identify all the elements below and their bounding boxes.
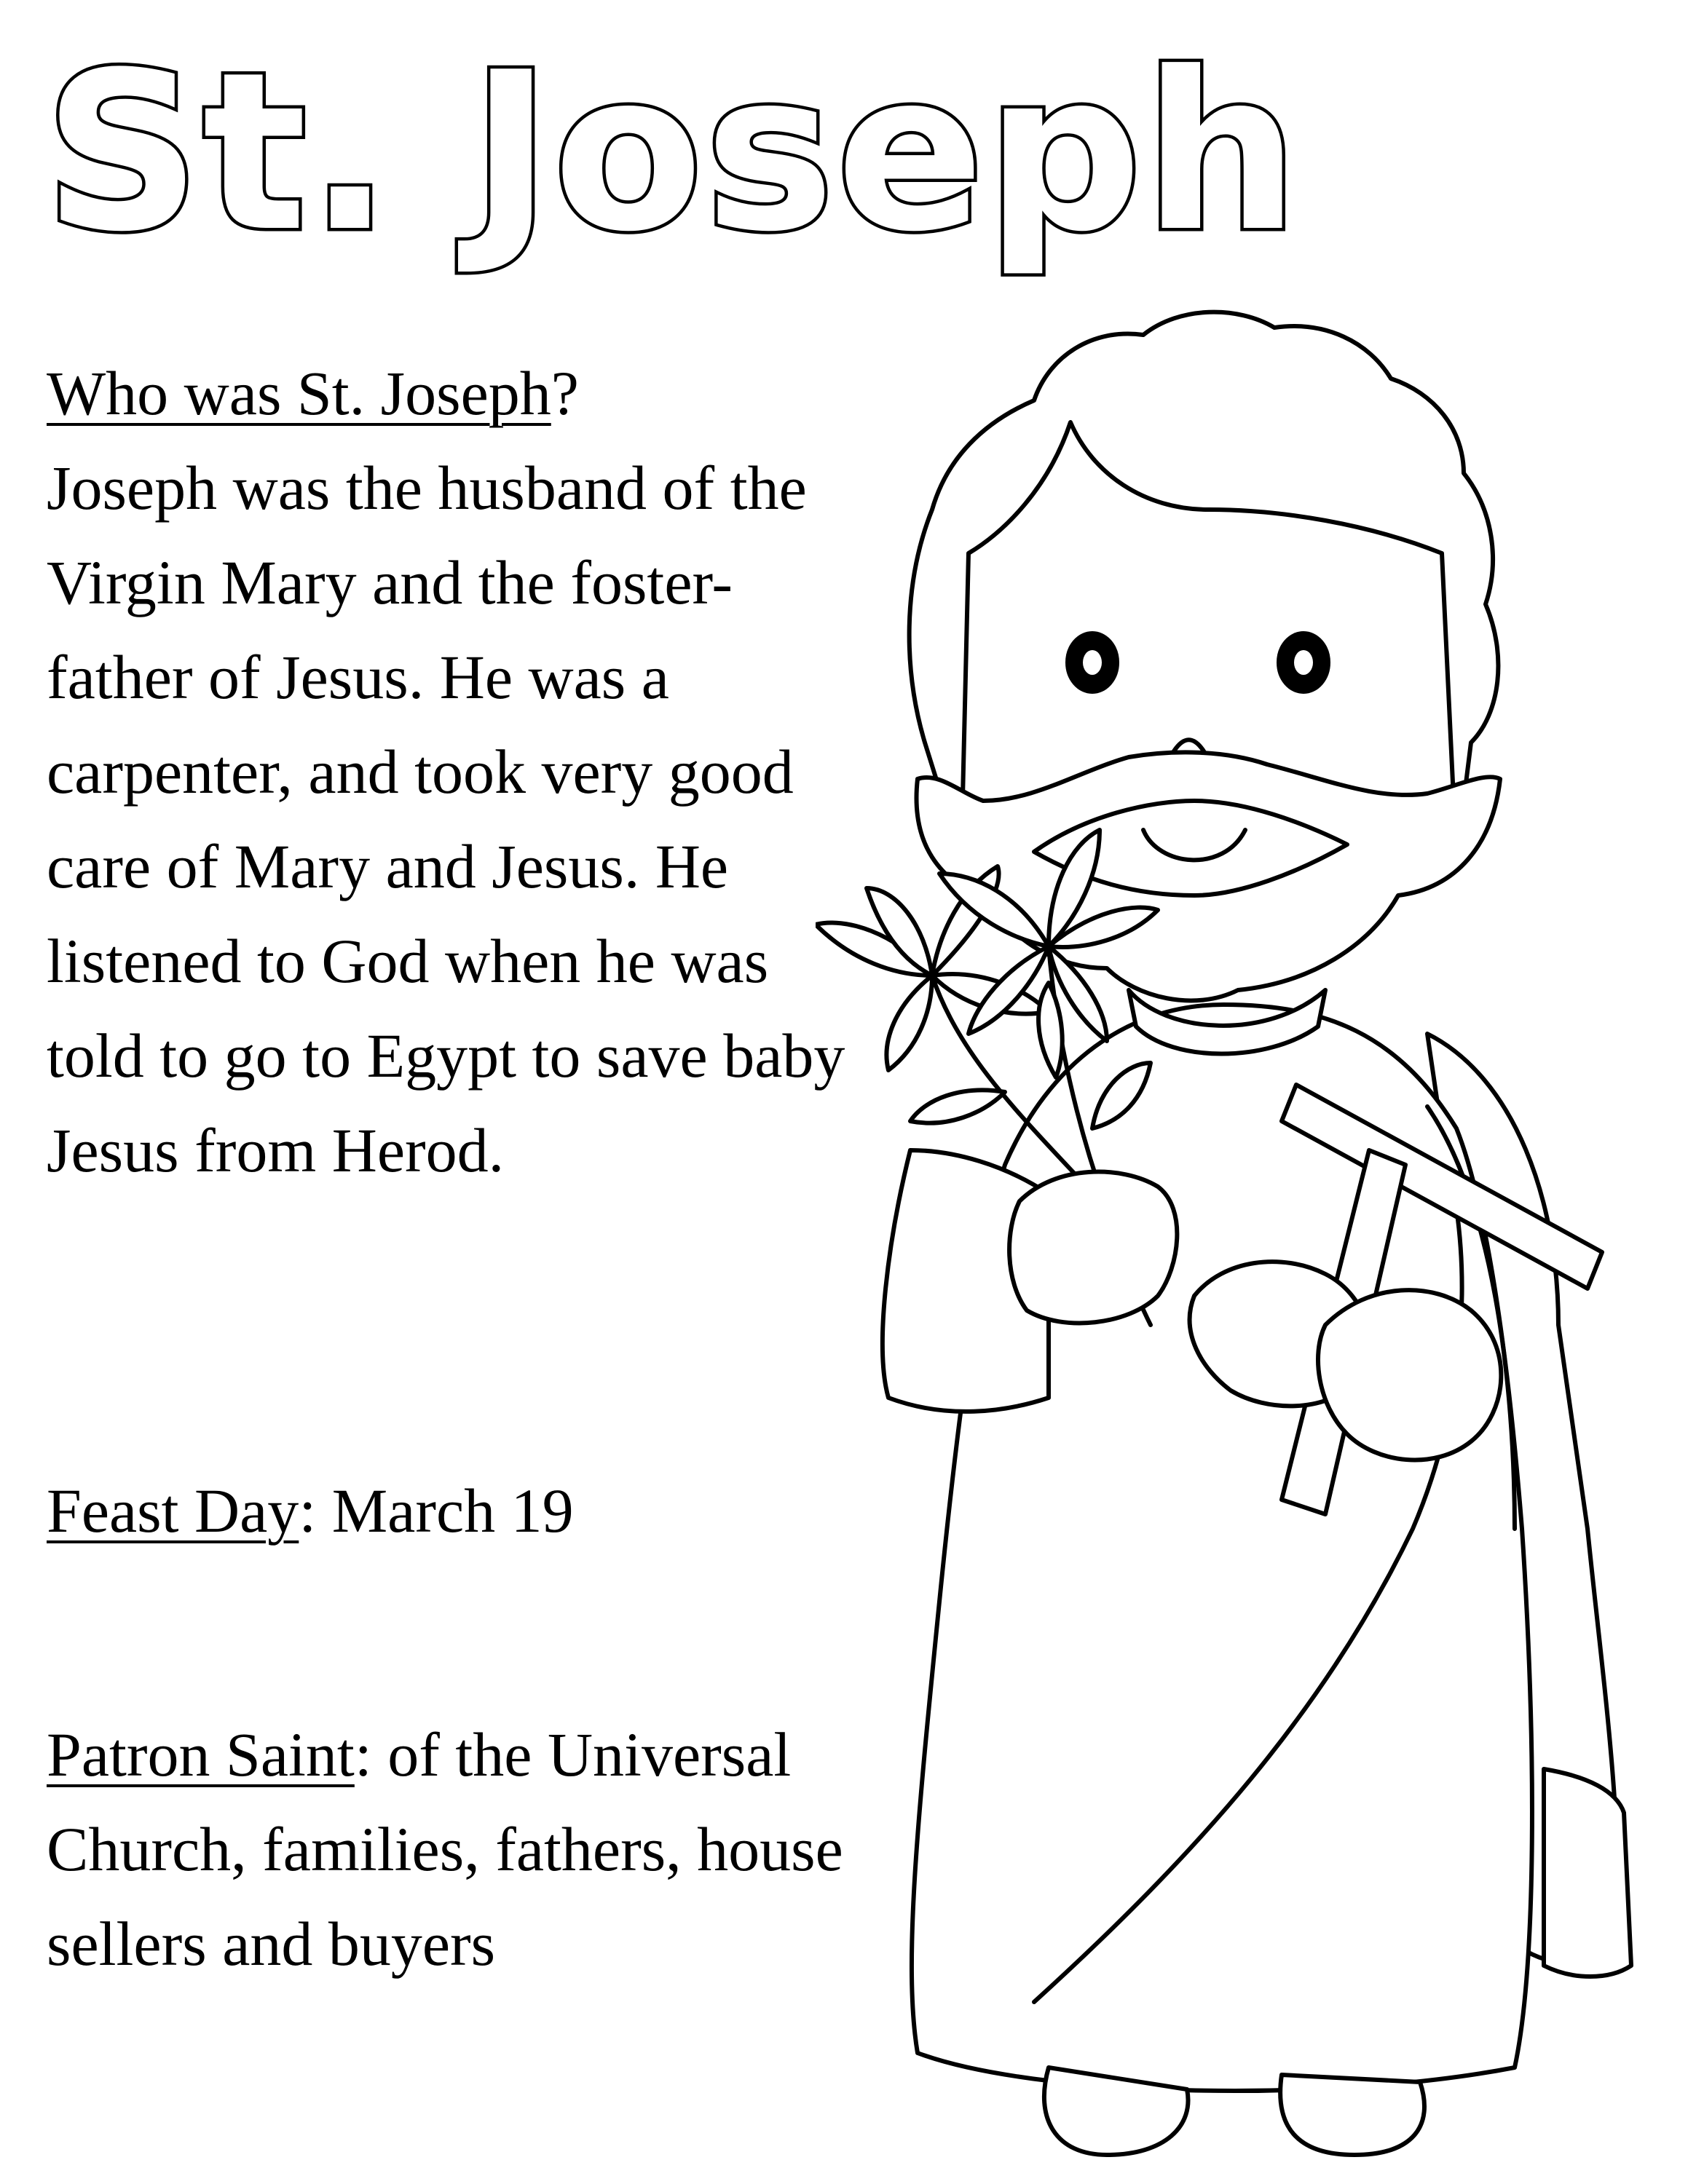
who-was-label: Who was St. Joseph: [47, 358, 551, 428]
cloak-edge: [1544, 1769, 1631, 1977]
patron-saint-label: Patron Saint: [47, 1720, 355, 1789]
feast-day-label: Feast Day: [47, 1476, 299, 1546]
who-was-question-mark: ?: [551, 358, 579, 428]
left-eye-highlight: [1083, 650, 1102, 675]
st-joseph-illustration: [816, 291, 1646, 2162]
lily-petal: [1038, 983, 1062, 1077]
right-sleeve: [1318, 1290, 1501, 1460]
patron-saint-section: [47, 1707, 855, 1991]
page-title: St. Joseph: [44, 25, 1301, 280]
patron-saint-separator: :: [354, 1720, 388, 1789]
right-eye-highlight: [1294, 650, 1313, 675]
who-was-section: [47, 346, 855, 1198]
patron-saint-value: of the Universal Church, families, fathers, house sellers and buyers: [47, 1720, 843, 1979]
right-foot: [1280, 2075, 1424, 2155]
lily-petal: [910, 1090, 1005, 1123]
st-joseph-figure-svg: [816, 291, 1646, 2162]
feast-day-separator: :: [299, 1476, 332, 1546]
feast-day-section: [47, 1463, 855, 1558]
left-hand: [1009, 1172, 1177, 1324]
lily-petal: [887, 976, 933, 1070]
who-was-description: Joseph was the husband of the Virgin Mary and the foster-father of Jesus. He was a carpenter, and took very good care of Mary and Jesus. He listened to God when he was told to go to Egypt to save baby Jesus from Herod.: [47, 453, 845, 1185]
feast-day-value: March 19: [331, 1476, 574, 1546]
